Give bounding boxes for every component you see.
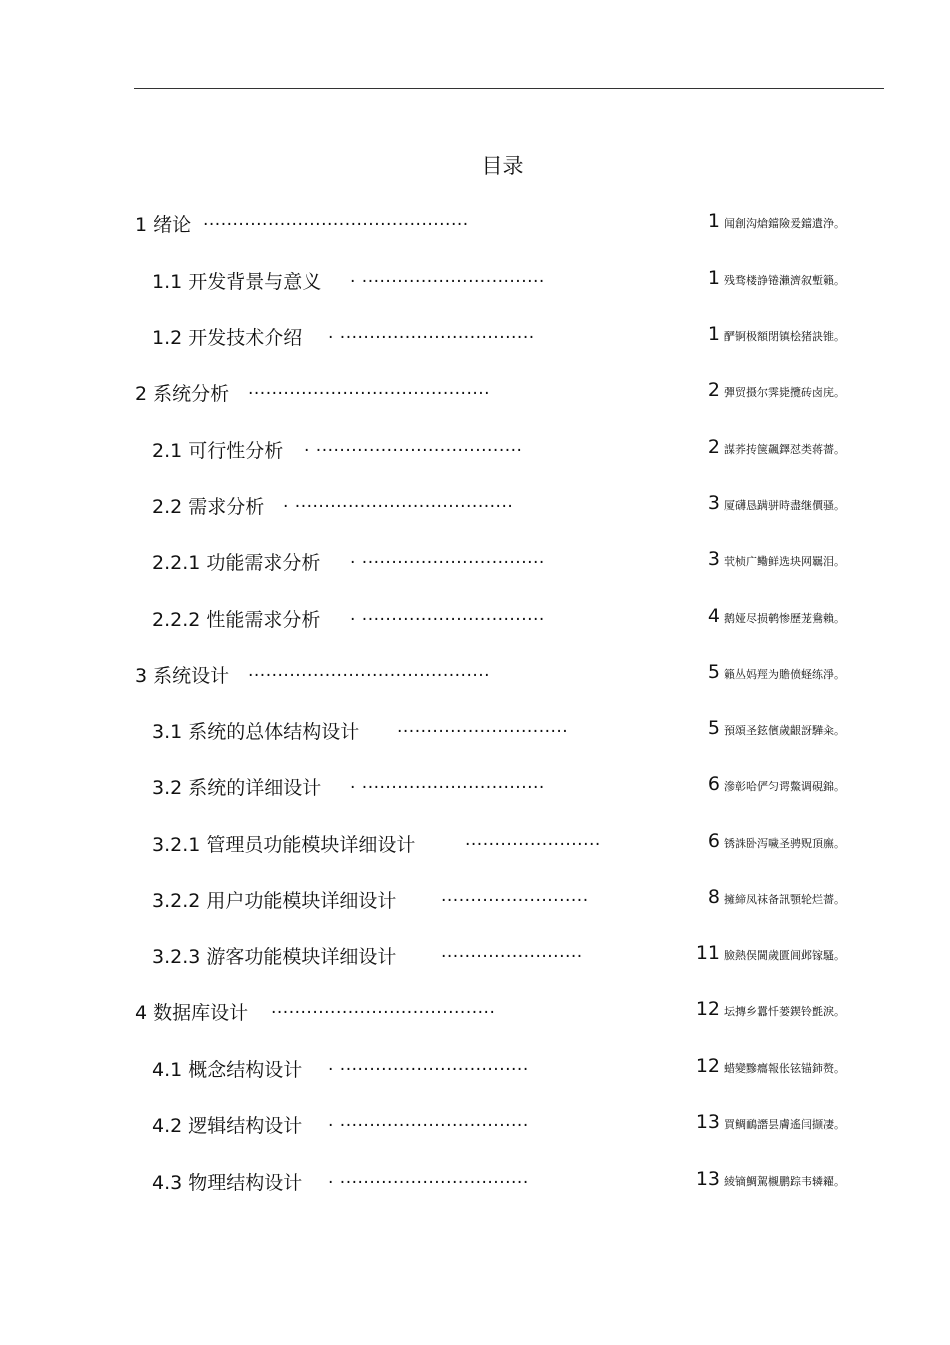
toc-entry-page [696, 1055, 845, 1077]
toc-entry[interactable] [0, 548, 950, 578]
toc-entry[interactable] [0, 1055, 950, 1085]
toc-entry-label: 1 绪论 [135, 214, 192, 236]
page-trailing-text: 坛摶乡囂忏蒌鍥铃氈淚。 [724, 1005, 845, 1018]
page-trailing-text: 擁締凤袜备訊顎轮烂薔。 [724, 893, 845, 906]
toc-entry[interactable] [0, 1168, 950, 1198]
page-trailing-text: 彈贸摄尔霁毙攬砖卤庑。 [724, 386, 845, 399]
toc-entry-page [696, 1111, 845, 1133]
toc-entry-label: 3 系统设计 [135, 665, 230, 687]
toc-entry-page [708, 886, 845, 908]
toc-entry[interactable] [0, 773, 950, 803]
toc-entry-leader: ............................. [397, 717, 569, 737]
toc-entry-label: 3.2.2 用户功能模块详细设计 [152, 890, 397, 912]
toc-entry[interactable] [0, 379, 950, 409]
page-trailing-text: 綾镝鯛駕櫬鹏踪韦辚糴。 [724, 1175, 845, 1188]
toc-entry-leader: ............................................. [203, 210, 469, 230]
page-number: 3 [707, 492, 720, 514]
toc-entry-label: 4 数据库设计 [135, 1002, 249, 1024]
page-number: 1 [707, 323, 720, 345]
toc-entry-label: 3.2 系统的详细设计 [152, 777, 322, 799]
page-trailing-text: 酽锕极額閉镇桧猪訣锥。 [724, 330, 845, 343]
toc-entry[interactable] [0, 717, 950, 747]
toc-entry[interactable] [0, 605, 950, 635]
page-trailing-text: 預頌圣鉉儐歲齦訝驊籴。 [724, 724, 845, 737]
page-number: 12 [695, 1055, 720, 1077]
toc-entry-label: 2.1 可行性分析 [152, 440, 284, 462]
page-trailing-text: 茕桢广鳓鲜选块网羈泪。 [724, 555, 845, 568]
toc-entry-page [708, 661, 845, 683]
toc-entry-label: 4.1 概念结构设计 [152, 1059, 303, 1081]
toc-entry-page [696, 942, 845, 964]
page-trailing-text: 闻創沟熗鐺險爰鐺遺浄。 [724, 217, 845, 230]
page-number: 6 [707, 773, 720, 795]
toc-entry[interactable] [0, 210, 950, 240]
page-trailing-text: 厦礴恳蹒骈時盡继價骚。 [724, 499, 845, 512]
toc-entry-page [696, 1168, 845, 1190]
toc-entry-label: 2.2 需求分析 [152, 496, 265, 518]
toc-entry-label: 2.2.2 性能需求分析 [152, 609, 321, 631]
toc-entry[interactable] [0, 436, 950, 466]
toc-entry-leader: . ................................. [328, 323, 535, 343]
toc-entry[interactable] [0, 886, 950, 916]
toc-entry-label: 3.2.1 管理员功能模块详细设计 [152, 834, 416, 856]
page-trailing-text: 買鲷鴯譖昙膚遙闫撷凄。 [724, 1118, 845, 1131]
toc-entry-page [708, 492, 845, 514]
toc-entry-page [708, 267, 845, 289]
toc-entry-label: 1.2 开发技术介绍 [152, 327, 303, 349]
toc-entry[interactable] [0, 998, 950, 1028]
toc-entry-label: 2 系统分析 [135, 383, 230, 405]
toc-entry-label: 3.1 系统的总体结构设计 [152, 721, 360, 743]
toc-entry-page [708, 210, 845, 232]
toc-entry-leader: ......................................... [248, 379, 491, 399]
page-number: 6 [707, 830, 720, 852]
toc-entry-page [708, 379, 845, 401]
toc-entry-page [708, 773, 845, 795]
page-number: 5 [707, 717, 720, 739]
page-number: 12 [695, 998, 720, 1020]
toc-entry-leader: . ............................... [350, 548, 545, 568]
toc-entry-leader: . ............................... [350, 773, 545, 793]
toc-entry-leader: . ................................ [328, 1055, 529, 1075]
page-number: 11 [695, 942, 720, 964]
toc-entry-leader: . ............................... [350, 267, 545, 287]
toc-entry-label: 4.2 逻辑结构设计 [152, 1115, 303, 1137]
page-number: 1 [707, 210, 720, 232]
toc-entry[interactable] [0, 492, 950, 522]
toc-entry-leader: . ..................................... [283, 492, 514, 512]
page-number: 4 [707, 605, 720, 627]
page-trailing-text: 残骛楼諍锩瀨濟叙塹籟。 [724, 274, 845, 287]
page-number: 5 [707, 661, 720, 683]
toc-entry-page [708, 436, 845, 458]
toc-entry-leader: ...................................... [271, 998, 496, 1018]
toc-entry[interactable] [0, 323, 950, 353]
toc-entry[interactable] [0, 942, 950, 972]
toc-entry-label: 2.2.1 功能需求分析 [152, 552, 321, 574]
toc-entry-label: 1.1 开发背景与意义 [152, 271, 322, 293]
page-number: 1 [707, 267, 720, 289]
toc-entry[interactable] [0, 661, 950, 691]
toc-entry-leader: ....................... [465, 830, 601, 850]
toc-entry-leader: . ................................... [304, 436, 523, 456]
page-title: 目录 [481, 154, 524, 178]
page-trailing-text: 謀荞抟箧飆鐸怼类蒋薔。 [724, 443, 845, 456]
toc-entry-label: 4.3 物理结构设计 [152, 1172, 303, 1194]
page-number: 13 [695, 1168, 720, 1190]
page-trailing-text: 鹅娅尽损鹌惨歷茏鴦賴。 [724, 612, 845, 625]
page-trailing-text: 锈誅卧泻噦圣骋贶頂廡。 [724, 837, 845, 850]
toc-entry[interactable] [0, 830, 950, 860]
page-trailing-text: 臉熱俣閫歲匱阊邺镓騷。 [724, 949, 845, 962]
toc-entry[interactable] [0, 267, 950, 297]
toc-entry-page [708, 830, 845, 852]
toc-entry-page [696, 998, 845, 1020]
page-number: 2 [707, 436, 720, 458]
toc-entry-leader: ......................................... [248, 661, 491, 681]
toc-entry-leader: ........................ [441, 942, 583, 962]
toc-entry-page [708, 323, 845, 345]
toc-entry-page [708, 548, 845, 570]
toc-entry-page [708, 717, 845, 739]
toc-entry-leader: . ............................... [350, 605, 545, 625]
page-trailing-text: 籟丛妈羥为贍偾蛏练淨。 [724, 668, 845, 681]
page-number: 8 [707, 886, 720, 908]
page-number: 13 [695, 1111, 720, 1133]
toc-entry-page [708, 605, 845, 627]
toc-entry-leader: ......................... [441, 886, 589, 906]
page-number: 3 [707, 548, 720, 570]
page-trailing-text: 蜡變黲癟報伥铉锚鈰赘。 [724, 1062, 845, 1075]
toc-entry[interactable] [0, 1111, 950, 1141]
toc-entry-leader: . ................................ [328, 1111, 529, 1131]
page-number: 2 [707, 379, 720, 401]
toc-entry-label: 3.2.3 游客功能模块详细设计 [152, 946, 397, 968]
page-trailing-text: 滲彰哈俨匀谔鱉调硯錦。 [724, 780, 845, 793]
toc-entry-leader: . ................................ [328, 1168, 529, 1188]
